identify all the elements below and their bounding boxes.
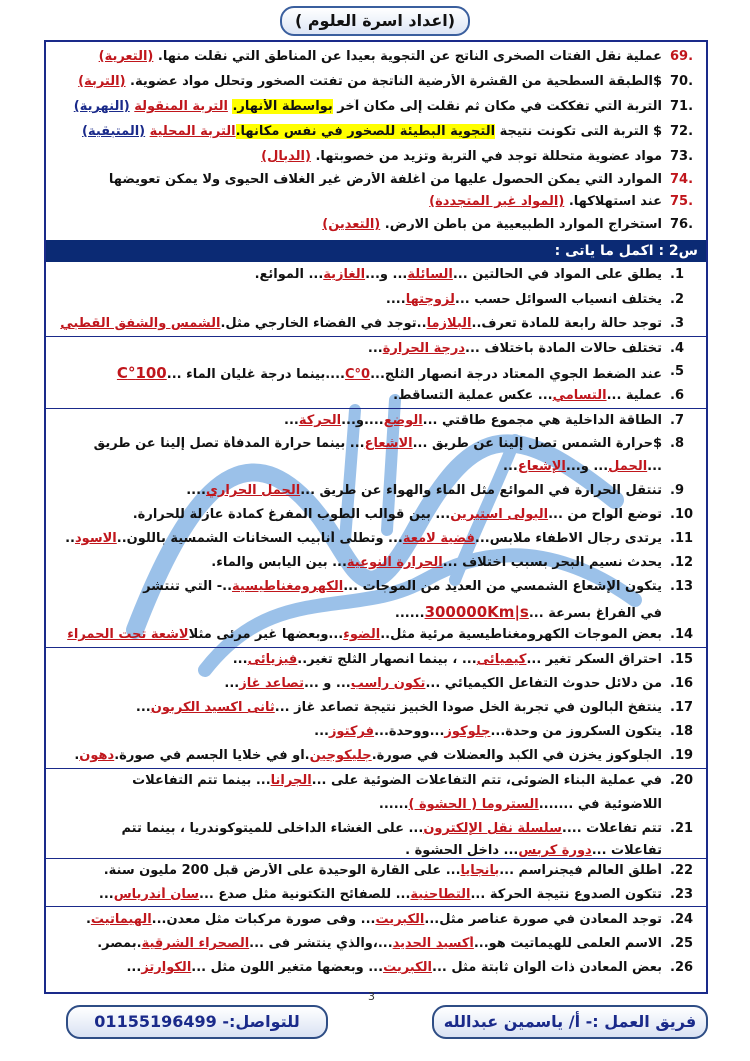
item-number: .4 [670, 341, 684, 356]
answer: تصاعد غاز [239, 676, 304, 691]
answer: جلوكوز [444, 724, 491, 739]
divider [46, 336, 706, 337]
answer: كيميائى [476, 652, 527, 667]
item-text: توجد حالة رابعة للمادة تعرف..البلازما..توجد في الفضاء الخارجي مثل.الشمس والشفق القطبي [60, 316, 662, 331]
list-item [46, 576, 706, 600]
answer: الجرانا [270, 773, 312, 788]
item-text: عملية نقل الفتات الصخرى الناتج عن التجوية بعيدا عن المناطق التي نقلت منها. (التعرية) [98, 49, 662, 64]
item-text: يتكون الإشعاع الشمسي من العديد من الموجات ...الكهرومغناطيسية..- التي تنتشر [143, 579, 662, 594]
answer: أكسيد الحديد [392, 936, 474, 951]
list-item [46, 600, 706, 624]
item-number: .7 [670, 413, 684, 428]
item-text: أطلق العالم فيجنراسم ...بانجايا... على القارة الوحيدة على الأرض قبل 200 مليون سنة. [103, 863, 662, 878]
answer: بانجايا [460, 863, 500, 878]
list-item [46, 818, 706, 842]
item-number: 71. [670, 99, 694, 114]
list-item [46, 673, 706, 697]
list-item [46, 745, 706, 769]
list-item [46, 770, 706, 794]
list-item [46, 456, 706, 480]
item-number: 72. [670, 124, 694, 139]
item-text: توضع الواح من ...البولى استيرين... بين قوالب الطوب المفرغ كمادة عازلة للحرارة. [132, 507, 662, 522]
item-number: .5 [670, 364, 684, 379]
item-number: .6 [670, 388, 684, 403]
answer: الاشعة تحت الحمراء [67, 627, 189, 642]
item-text: يحدث نسيم البحر بسبب اختلاف ...الحرارة النوعية... بين اليابس والماء. [211, 555, 662, 570]
item-text: مواد عضوية متحللة توجد في التربة وتزيد من خصوبتها. (الدبال) [261, 149, 662, 164]
answer: الضوء [343, 627, 381, 642]
question-2-header: س2 : اكمل ما ياتى : [554, 243, 698, 259]
item-text: من دلائل حدوث التفاعل الكيميائي ...تكون راسب... و ...تصاعد غاز... [224, 676, 662, 691]
list-item [46, 121, 706, 145]
item-text: تختلف حالات المادة باختلاف ...درجة الحرارة... [367, 341, 662, 356]
list-item [46, 214, 706, 238]
answer: السائلة [407, 267, 453, 282]
answer: الحمل [608, 459, 648, 474]
item-text: يتكون السكروز من وحدة...جلوكوز...ووحدة...فركتوز... [314, 724, 662, 739]
item-number: .3 [670, 316, 684, 331]
item-number: .1 [670, 267, 684, 282]
item-text: اللاضوئية في .......الستروما ( الحشوة )...... [378, 797, 662, 812]
answer: (التعرية) [98, 49, 154, 64]
page-title: (اعداد اسرة العلوم ) [280, 6, 470, 36]
answer: (التعدين) [322, 217, 381, 232]
item-text: استخراج الموارد الطبيعيية من باطن الارض. (التعدين) [322, 217, 662, 232]
item-number: .21 [670, 821, 694, 836]
item-text: تفاعلات ...دورة كربس... داخل الحشوة . [405, 843, 662, 858]
item-text: يطلق على المواد في الحالتين ...السائلة... و...الغازية... الموائع. [254, 267, 662, 282]
item-text: تنتقل الحرارة في الموائع مثل الماء والهواء عن طريق ...الحمل الحراري.... [186, 483, 662, 498]
answer: الكبريت [383, 960, 432, 975]
item-text: تتم تفاعلات ....سلسلة نقل الإلكترون... على الغشاء الداخلى للميتوكوندريا ، بينما تتم [121, 821, 662, 836]
list-item [46, 46, 706, 70]
answer: الوضع [383, 413, 423, 428]
list-item [46, 385, 706, 409]
item-number: .16 [670, 676, 694, 691]
item-number: .23 [670, 887, 694, 902]
list-item [46, 624, 706, 648]
highlight: التجوية البطيئة للصخور في نفس مكانها. [235, 124, 496, 139]
list-item [46, 264, 706, 288]
answer: تكون راسب [350, 676, 426, 691]
item-number: .17 [670, 700, 694, 715]
item-text: الطاقة الداخلية هي مجموع طاقتي ...الوضع....و...الحركة... [284, 413, 662, 428]
list-item [46, 191, 706, 215]
item-number: .14 [670, 627, 694, 642]
item-number: 73. [670, 149, 694, 164]
answer: (الدبال) [261, 149, 311, 164]
item-number: .8 [670, 436, 684, 451]
item-text: يختلف انسياب السوائل حسب ...لزوجتها.... [385, 292, 662, 307]
answer: 0°C [344, 367, 371, 382]
list-item [46, 933, 706, 957]
list-item [46, 649, 706, 673]
list-item [46, 860, 706, 884]
list-item [46, 146, 706, 170]
answer: البلازما [426, 316, 472, 331]
list-item [46, 794, 706, 818]
list-item [46, 528, 706, 552]
answer: البولى استيرين [450, 507, 549, 522]
divider [46, 647, 706, 648]
item-text: في عملية البناء الضوئى، تتم التفاعلات الضوئية على ...الجرانا... بينما تتم التفاعلات [132, 773, 662, 788]
item-number: .2 [670, 292, 684, 307]
answer: 100°C [116, 364, 167, 382]
answer: التربة المنقولة [134, 99, 228, 114]
list-item [46, 313, 706, 337]
item-text: التربة التي تفككت في مكان ثم نقلت إلى مكان آخر بواسطة الأنهار. التربة المنقولة (النهرية) [73, 99, 662, 114]
answer: فركتوز [328, 724, 375, 739]
item-text: في الفراغ بسرعة ...300000Km|s...... [394, 603, 662, 621]
team-box: فريق العمل :- أ/ ياسمين عبدالله [432, 1005, 708, 1039]
item-text: $ التربة التى تكونت نتيجة التجوية البطيئة للصخور في نفس مكانها.التربة المحلية (المتبقية) [82, 124, 662, 139]
item-number: .20 [670, 773, 694, 788]
item-text: احتراق السكر تغير ...كيميائى... ، بينما انصهار الثلج تغير..فيزيائى... [232, 652, 662, 667]
divider [46, 408, 706, 409]
answer: الشمس والشفق القطبي [60, 316, 221, 331]
answer-alt: (المتبقية) [82, 124, 146, 139]
item-text: بعض المعادن ذات ألوان ثابتة مثل ...الكبريت... وبعضها متغير اللون مثل ...الكوارتز... [126, 960, 662, 975]
list-item [46, 338, 706, 362]
answer: التربة المحلية [149, 124, 236, 139]
answer: (المواد غير المتجددة) [429, 194, 565, 209]
list-item [46, 289, 706, 313]
list-item [46, 504, 706, 528]
item-number: 76. [670, 217, 694, 232]
item-number: .19 [670, 748, 694, 763]
answer: الاسود [75, 531, 117, 546]
answer: الحمل الحراري [205, 483, 301, 498]
answer: فضية لامعة [402, 531, 475, 546]
item-number: .10 [670, 507, 694, 522]
page-number: 3 [368, 990, 375, 1003]
item-number: 69. [670, 49, 694, 64]
answer: الحرارة النوعية [346, 555, 443, 570]
item-text: الجلوكوز يخزن في الكبد والعضلات في صورة.جليكوجين.او في خلايا الجسم في صورة.دهون. [74, 748, 662, 763]
item-text: $حرارة الشمس تصل إلينا عن طريق ...الاشعاع... بينما حرارة المدفأة تصل إلينا عن طريق [93, 436, 662, 451]
list-item [46, 410, 706, 434]
divider [46, 768, 706, 769]
item-text: تتكون الصدوع نتيجة الحركة ...التطاحنية... للصفائح التكتونية مثل صدع ...سان أندرياس... [98, 887, 662, 902]
highlight: بواسطة الأنهار. [232, 99, 333, 114]
list-item [46, 361, 706, 385]
item-text: عند استهلاكها. (المواد غير المتجددة) [429, 194, 662, 209]
answer: لزوجتها [405, 292, 455, 307]
item-text: الاسم العلمى للهيماتيت هو...أكسيد الحديد...،والذي ينتشر فى ...الصحراء الشرقية.بمصر. [97, 936, 662, 951]
list-item [46, 169, 706, 193]
item-text: عند الضغط الجوي المعتاد درجة انصهار الثلج...0°C....بينما درجة غليان الماء ...100°C [116, 364, 662, 382]
list-item [46, 884, 706, 908]
answer: الغازية [323, 267, 366, 282]
item-number: .11 [670, 531, 694, 546]
list-item [46, 96, 706, 120]
answer: الكهرومغناطيسية [232, 579, 344, 594]
answer: درجة الحرارة [382, 341, 466, 356]
answer: الحركة [298, 413, 342, 428]
answer: الاشعاع [364, 436, 413, 451]
divider [46, 906, 706, 907]
answer: فيزيائى [247, 652, 298, 667]
list-item [46, 697, 706, 721]
item-text: ينتفخ البالون في تجربة الخل صودا الخبيز نتيجة تصاعد غاز ...ثانى اكسيد الكربون... [135, 700, 662, 715]
item-number: .13 [670, 579, 694, 594]
item-text: ...الحمل... و...الإشعاع... [503, 459, 662, 474]
answer: التسامي [552, 388, 607, 403]
item-number: .26 [670, 960, 694, 975]
list-item [46, 957, 706, 981]
answer: 300000Km|s [424, 603, 529, 621]
list-item [46, 721, 706, 745]
list-item [46, 480, 706, 504]
item-text: الموارد التي يمكن الحصول عليها من أغلفة الأرض غير الغلاف الحيوى ولا يمكن تعويضها [108, 172, 662, 187]
answer: سلسلة نقل الإلكترون [423, 821, 562, 836]
answer-alt: (النهرية) [73, 99, 130, 114]
item-text: توجد المعادن في صورة عناصر مثل...الكبريت... وفى صورة مركبات مثل معدن...الهيماتيت. [85, 912, 662, 927]
item-number: .24 [670, 912, 694, 927]
item-text: يرتدى رجال الاطفاء ملابس...فضية لامعة... وتطلى أنابيب السخانات الشمسية باللون..الاسود.. [65, 531, 662, 546]
answer: التطاحنية [410, 887, 471, 902]
answer: دورة كربس [518, 843, 592, 858]
item-number: .18 [670, 724, 694, 739]
answer: الكبريت [375, 912, 425, 927]
item-text: $الطبقة السطحية من القشرة الأرضية الناتجة من تفتت الصخور وتحلل مواد عضوية. (التربة) [78, 74, 662, 89]
item-text: عملية ...التسامي... عكس عملية التساقط. [393, 388, 662, 403]
list-item [46, 909, 706, 933]
item-number: 70. [670, 74, 694, 89]
list-item [46, 433, 706, 457]
answer: جليكوجين [309, 748, 372, 763]
item-number: 75. [670, 194, 694, 209]
answer: ثانى اكسيد الكربون [150, 700, 275, 715]
item-number: 74. [670, 172, 694, 187]
answer: دهون [79, 748, 115, 763]
item-number: .25 [670, 936, 694, 951]
answer: الستروما ( الحشوة ) [408, 797, 539, 812]
item-text: بعض الموجات الكهرومغناطيسية مرئية مثل..الضوء...وبعضها غير مرئى مثلالاشعة تحت الحمراء [67, 627, 662, 642]
answer: الكوارتز [141, 960, 192, 975]
item-number: .12 [670, 555, 694, 570]
list-item [46, 552, 706, 576]
answer: (التربة) [78, 74, 126, 89]
answer: الإشعاع [517, 459, 566, 474]
item-number: .15 [670, 652, 694, 667]
item-number: .22 [670, 863, 694, 878]
answer: الصحراء الشرقية [141, 936, 250, 951]
answer: سان أندرياس [113, 887, 200, 902]
divider [46, 858, 706, 859]
list-item [46, 71, 706, 95]
answer: الهيماتيت [90, 912, 152, 927]
item-number: .9 [670, 483, 684, 498]
contact-box: للتواصل:- 01155196499 [66, 1005, 328, 1039]
